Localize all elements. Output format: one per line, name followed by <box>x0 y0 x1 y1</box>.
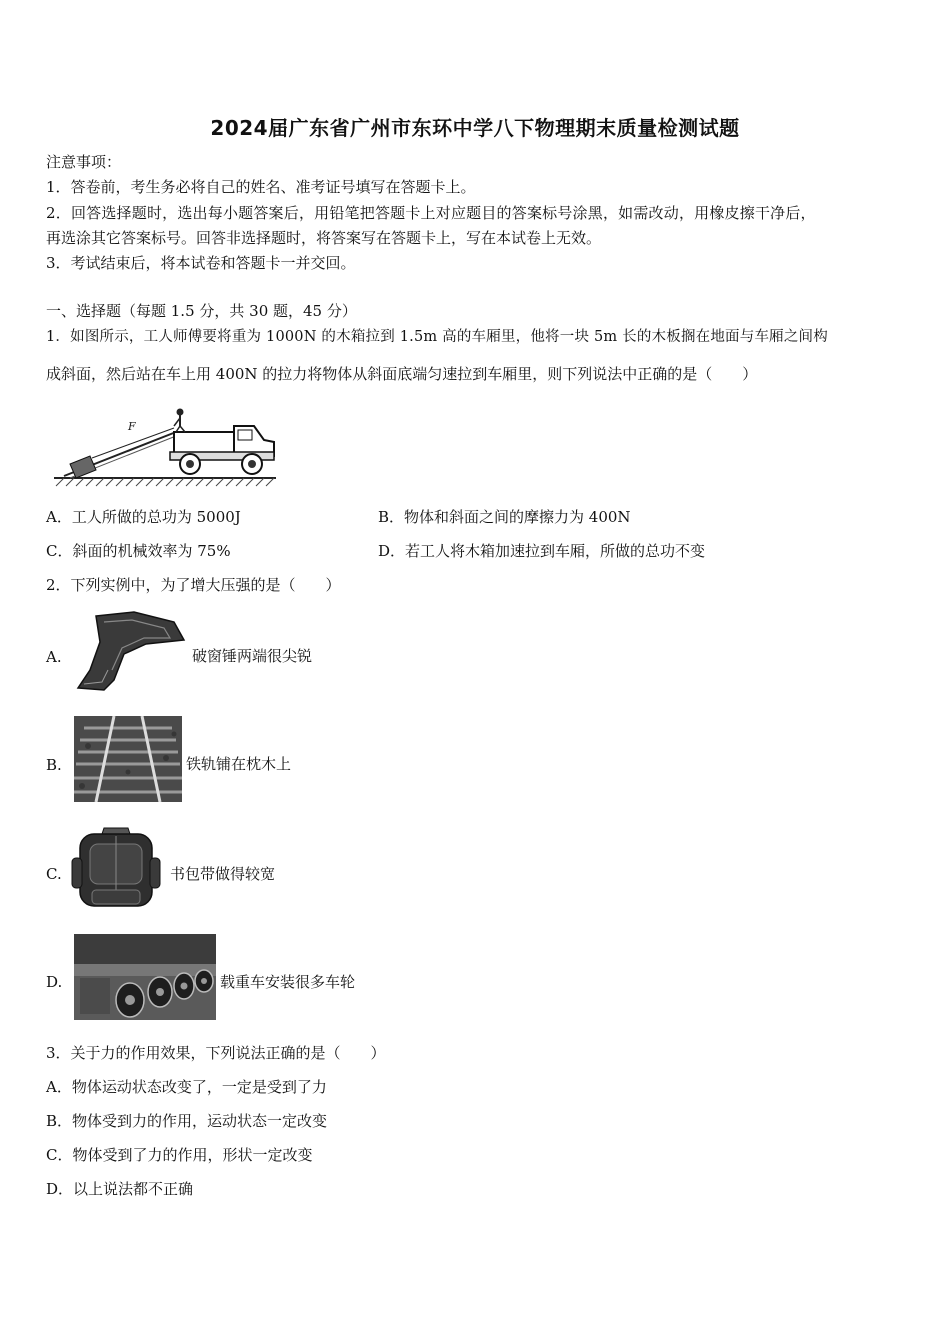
q3-option-d: D．以上说法都不正确 <box>46 1180 194 1198</box>
q3-option-c: C．物体受到了力的作用，形状一定改变 <box>46 1146 313 1164</box>
notice-heading: 注意事项： <box>46 153 122 171</box>
page-title: 2024届广东省广州市东环中学八下物理期末质量检测试题 <box>210 116 740 140</box>
q2-option-c-image <box>70 824 162 912</box>
q2-option-b-caption: 铁轨铺在枕木上 <box>186 755 292 773</box>
safety-hammer-image <box>74 610 186 692</box>
q1-stem-line1: 1．如图所示，工人师傅要将重为 1000N 的木箱拉到 1.5m 高的车厢里，他将一块 5m 长的木板搁在地面与车厢之间构 <box>46 329 828 345</box>
q2-option-a-image <box>74 610 186 692</box>
q1-option-a: A．工人所做的总功为 5000J <box>46 508 241 526</box>
section-heading: 一、选择题（每题 1.5 分，共 30 题，45 分） <box>46 302 357 320</box>
notice-item: 再选涂其它答案标号。回答非选择题时，将答案写在答题卡上，写在本试卷上无效。 <box>46 229 602 247</box>
q2-option-b-label: B. <box>46 756 62 774</box>
q1-option-c: C．斜面的机械效率为 75% <box>46 542 231 560</box>
q1-option-b: B．物体和斜面之间的摩擦力为 400N <box>378 508 631 526</box>
heavy-truck-image <box>74 934 216 1020</box>
q3-option-b: B．物体受到力的作用，运动状态一定改变 <box>46 1112 328 1130</box>
q3-option-a: A．物体运动状态改变了，一定是受到了力 <box>46 1078 327 1096</box>
q1-stem-line2: 成斜面，然后站在车上用 400N 的拉力将物体从斜面底端匀速拉到车厢里，则下列说法中正确的是（ ） <box>46 365 758 383</box>
q2-option-d-label: D. <box>46 973 63 991</box>
q2-option-b-image <box>74 716 182 802</box>
notice-item: 3．考试结束后，将本试卷和答题卡一并交回。 <box>46 254 356 272</box>
q2-option-a-caption: 破窗锤两端很尖锐 <box>192 647 313 665</box>
q2-stem: 2．下列实例中，为了增大压强的是（ ） <box>46 576 341 594</box>
railway-track-image <box>74 716 182 802</box>
backpack-image <box>70 824 162 912</box>
q2-option-d-image <box>74 934 216 1020</box>
q1-option-d: D．若工人将木箱加速拉到车厢，所做的总功不变 <box>378 542 706 560</box>
q3-stem: 3．关于力的作用效果，下列说法正确的是（ ） <box>46 1044 386 1062</box>
q2-option-a-label: A. <box>46 648 62 666</box>
notice-item: 2．回答选择题时，选出每小题答案后，用铅笔把答题卡上对应题目的答案标号涂黑，如需改动，用橡皮擦干净后， <box>46 204 816 222</box>
truck-ramp-illustration <box>52 406 278 490</box>
q2-option-c-label: C. <box>46 865 62 883</box>
q2-option-c-caption: 书包带做得较宽 <box>170 865 276 883</box>
q1-truck-ramp-figure <box>52 406 278 490</box>
force-label: F <box>128 420 136 433</box>
q2-option-d-caption: 载重车安装很多车轮 <box>220 973 356 991</box>
notice-item: 1．答卷前，考生务必将自己的姓名、准考证号填写在答题卡上。 <box>46 178 476 196</box>
